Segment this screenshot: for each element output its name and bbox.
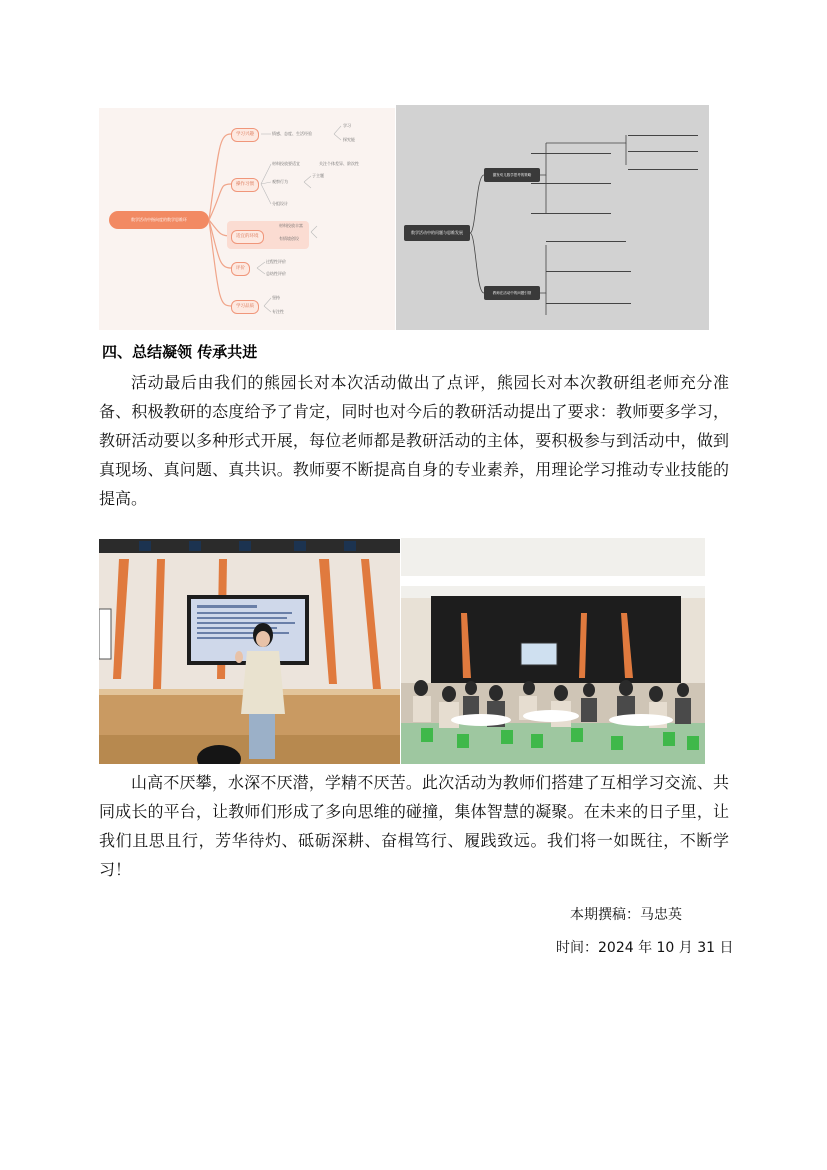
mind-map-2-text-block bbox=[628, 143, 698, 152]
mind-map-branch: 学习兴趣 bbox=[231, 128, 259, 142]
mind-map-leaf: 材料投放丰富 bbox=[279, 223, 303, 228]
mind-map-2-text-block bbox=[628, 159, 698, 170]
mind-map-2-text-block bbox=[546, 223, 626, 242]
mind-map-branch: 学习品质 bbox=[231, 300, 259, 314]
mind-map-center-node: 数学活动中指向度的数学思维环 bbox=[109, 211, 209, 229]
presenter-scene bbox=[99, 539, 400, 764]
mind-map-2-center-node: 数学活动中的问题与思维发展 bbox=[404, 225, 470, 241]
summary-paragraph: 活动最后由我们的熊园长对本次活动做出了点评，熊园长对本次教研组老师充分准备、积极教研的态度给予了肯定，同时也对今后的教研活动提出了要求：教师要多学习，教研活动要以多种形式开展，每位老师都是教研活动的主体，要积极参与到活动中，做到真现场、真问题、真共识。教师要不断提高自身的专业素养，用理论学习推动专业技能的提高。 bbox=[99, 373, 729, 508]
mind-map-leaf: 有情境创设 bbox=[279, 236, 299, 241]
mind-map-branch: 评价 bbox=[231, 262, 250, 276]
mind-map-leaf: 子主题 bbox=[312, 173, 324, 178]
mind-map-image-1 bbox=[99, 108, 395, 330]
mind-map-2-branch: 教师在活动中的问题引领 bbox=[484, 286, 540, 300]
mind-map-leaf: 情感、态度、生活经验 bbox=[272, 131, 312, 136]
mind-map-leaf: 关注个体差异、阶次性 bbox=[319, 161, 359, 166]
mind-map-2-text-block bbox=[531, 163, 611, 184]
mind-map-leaf: 过程性评价 bbox=[266, 259, 286, 264]
mind-map-leaf: 坚持 bbox=[272, 295, 280, 300]
group-discussion-photo bbox=[401, 538, 705, 764]
discussion-scene bbox=[401, 538, 705, 764]
mind-map-2-branch: 激发幼儿数学思考的策略 bbox=[484, 168, 540, 182]
mind-map-2-text-block bbox=[546, 277, 631, 304]
mind-map-2-text-block bbox=[531, 137, 611, 154]
mind-map-image-2 bbox=[396, 105, 709, 330]
mind-map-leaf: 专注性 bbox=[272, 309, 284, 314]
mind-map-leaf: 探究能 bbox=[343, 137, 355, 142]
mind-map-2-text-block bbox=[628, 127, 698, 136]
date-line: 时间：2024 年 10 月 31 日 bbox=[556, 940, 734, 956]
mind-map-branch: 适宜的环境 bbox=[231, 230, 264, 244]
mind-map-leaf: 学习 bbox=[343, 123, 351, 128]
mind-map-branch: 操作习惯 bbox=[231, 178, 259, 192]
mind-map-leaf: 材料投放要适宜 bbox=[272, 161, 300, 166]
mind-map-leaf: 观察行为 bbox=[272, 179, 288, 184]
mind-map-2-text-block bbox=[546, 251, 631, 272]
mind-map-leaf: 总结性评价 bbox=[266, 271, 286, 276]
section-heading: 四、总结凝领 传承共进 bbox=[102, 343, 258, 361]
author-line: 本期撰稿：马忠英 bbox=[570, 907, 682, 923]
presenter-photo bbox=[99, 539, 400, 764]
mind-map-leaf: 分组设计 bbox=[272, 201, 288, 206]
closing-paragraph: 山高不厌攀，水深不厌潜，学精不厌苦。此次活动为教师们搭建了互相学习交流、共同成长的平台，让教师们形成了多向思维的碰撞，集体智慧的凝聚。在未来的日子里，让我们且思且行，芳华待灼、砥砺深耕、奋楫笃行、履践致远。我们将一如既往，不断学习！ bbox=[99, 773, 729, 879]
mind-map-2-text-block bbox=[531, 193, 611, 214]
